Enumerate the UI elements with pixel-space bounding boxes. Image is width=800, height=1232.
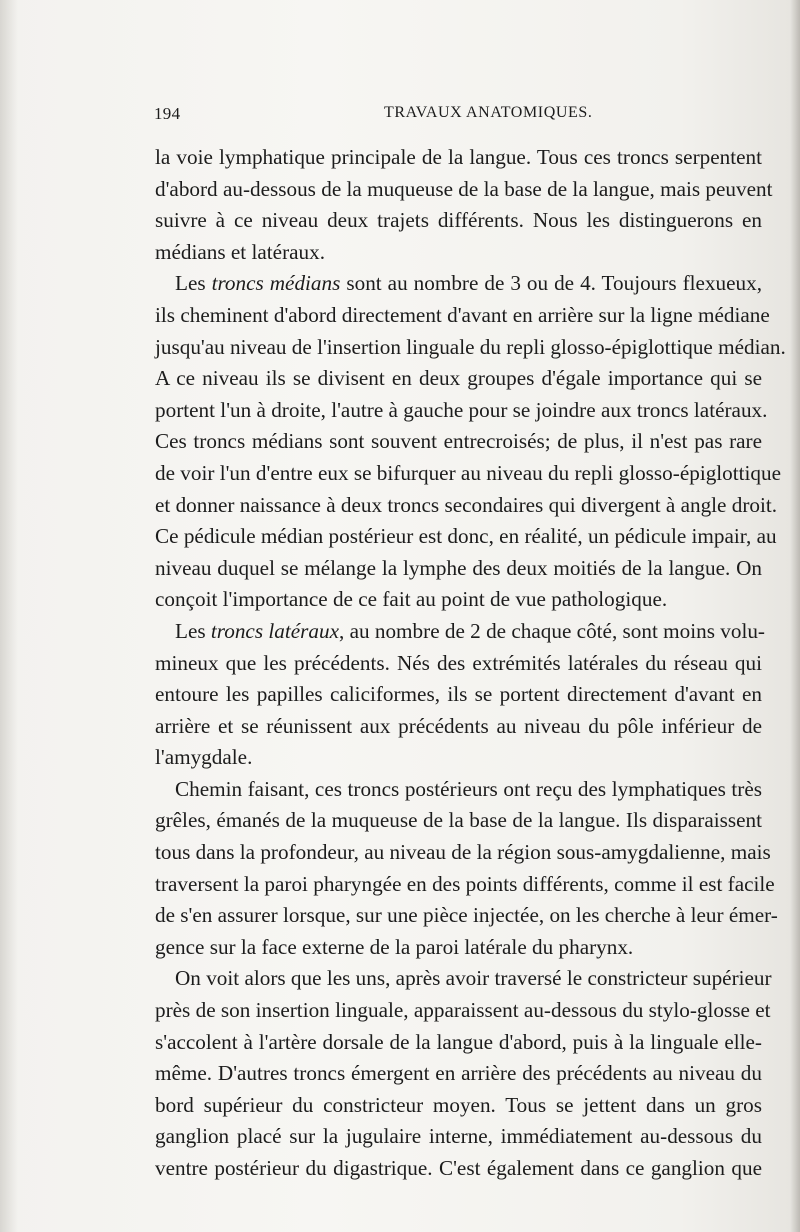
italic-term: troncs médians — [211, 271, 341, 296]
text-line — [155, 1027, 762, 1059]
text-line — [155, 584, 762, 616]
text-line — [155, 837, 771, 869]
text-run: jusqu'au niveau de l'insertion linguale du repli glosso-épiglottique médian. — [155, 334, 786, 359]
text-run: Les — [175, 618, 211, 643]
text-line — [155, 900, 778, 932]
text-line — [155, 553, 762, 585]
text-run: médians et latéraux. — [155, 239, 326, 264]
text-line — [155, 805, 762, 837]
page-header — [154, 104, 758, 128]
text-run: Chemin faisant, ces troncs postérieurs ont reçu des lymphatiques très — [175, 776, 762, 801]
text-run: tous dans la profondeur, au niveau de la région sous-amygdalienne, mais — [155, 840, 771, 865]
text-line — [155, 774, 762, 806]
text-run: ils cheminent d'abord directement d'avant en arrière sur la ligne médiane — [155, 302, 770, 327]
italic-term: troncs latéraux — [210, 618, 339, 643]
text-run: bord supérieur du constricteur moyen. Tous se jettent dans un gros — [155, 1092, 762, 1117]
text-run: l'amygdale. — [155, 745, 253, 770]
text-run: de s'en assurer lorsque, sur une pièce injectée, on les cherche à leur émer- — [155, 903, 778, 928]
text-line — [155, 237, 762, 269]
text-line — [155, 932, 762, 964]
text-line — [155, 1058, 762, 1090]
text-run: et donner naissance à deux troncs secondaires qui divergent à angle droit. — [155, 492, 778, 517]
text-line — [155, 174, 773, 206]
text-run: A ce niveau ils se divisent en deux groupes d'égale importance qui se — [155, 366, 762, 391]
text-run: arrière et se réunissent aux précédents au niveau du pôle inférieur de — [155, 713, 762, 738]
text-run: On voit alors que les uns, après avoir traversé le constricteur supérieur — [175, 966, 772, 991]
text-line — [155, 521, 777, 553]
text-line — [155, 300, 770, 332]
text-run: suivre à ce niveau deux trajets différents. Nous les distinguerons en — [155, 208, 762, 233]
text-line — [155, 1121, 762, 1153]
text-run: d'abord au-dessous de la muqueuse de la base de la langue, mais peuvent — [155, 176, 773, 201]
text-line — [155, 268, 762, 300]
text-line — [155, 490, 778, 522]
text-run: grêles, émanés de la muqueuse de la base de la langue. Ils disparaissent — [155, 808, 762, 833]
text-line — [155, 332, 786, 364]
text-line — [155, 679, 762, 711]
text-line — [155, 648, 762, 680]
text-run: mineux que les précédents. Nés des extrémités latérales du réseau qui — [155, 650, 762, 675]
text-run: s'accolent à l'artère dorsale de la langue d'abord, puis à la linguale elle- — [155, 1029, 762, 1054]
text-run: de voir l'un d'entre eux se bifurquer au niveau du repli glosso-épiglottique — [155, 460, 782, 485]
text-run: niveau duquel se mélange la lymphe des deux moitiés de la langue. On — [155, 555, 762, 580]
text-run: Les — [175, 271, 212, 296]
text-line — [155, 1153, 762, 1185]
text-line — [155, 142, 762, 174]
text-run: Ces troncs médians sont souvent entrecroisés; de plus, il n'est pas rare — [155, 429, 762, 454]
page-edge-shadow — [790, 0, 800, 1232]
text-line — [155, 395, 768, 427]
text-run: traversent la paroi pharyngée en des points différents, comme il est facile — [155, 871, 775, 896]
text-line — [155, 616, 765, 648]
text-run: ganglion placé sur la jugulaire interne, immédiatement au-dessous du — [155, 1124, 762, 1149]
body-text — [155, 142, 786, 1185]
text-run: gence sur la face externe de la paroi latérale du pharynx. — [155, 934, 634, 959]
text-run: Ce pédicule médian postérieur est donc, en réalité, un pédicule impair, au — [155, 524, 777, 549]
text-run: portent l'un à droite, l'autre à gauche pour se joindre aux troncs latéraux. — [155, 397, 768, 422]
text-run: sont au nombre de 3 ou de 4. Toujours flexueux, — [340, 271, 762, 296]
page-number: 194 — [154, 104, 181, 123]
text-run: , au nombre de 2 de chaque côté, sont moins volu- — [338, 618, 765, 643]
text-run: entoure les papilles caliciformes, ils se portent directement d'avant en — [155, 682, 762, 707]
text-line — [155, 1090, 762, 1122]
text-line — [155, 869, 775, 901]
text-line — [155, 742, 762, 774]
text-run: conçoit l'importance de ce fait au point de vue pathologique. — [155, 587, 668, 612]
text-run: la voie lymphatique principale de la langue. Tous ces troncs serpentent — [155, 145, 762, 169]
text-run: même. D'autres troncs émergent en arrière des précédents au niveau du — [155, 1061, 762, 1086]
running-head: TRAVAUX ANATOMIQUES. — [384, 104, 593, 121]
text-line — [155, 995, 771, 1027]
text-run: ventre postérieur du digastrique. C'est également dans ce ganglion que — [155, 1156, 762, 1180]
text-line — [155, 711, 762, 743]
text-line — [155, 205, 762, 237]
text-line — [155, 963, 772, 995]
text-line — [155, 458, 782, 490]
binding-shadow — [0, 0, 18, 1232]
text-line — [155, 426, 762, 458]
text-line — [155, 363, 762, 395]
text-run: près de son insertion linguale, apparaissent au-dessous du stylo-glosse et — [155, 998, 771, 1023]
